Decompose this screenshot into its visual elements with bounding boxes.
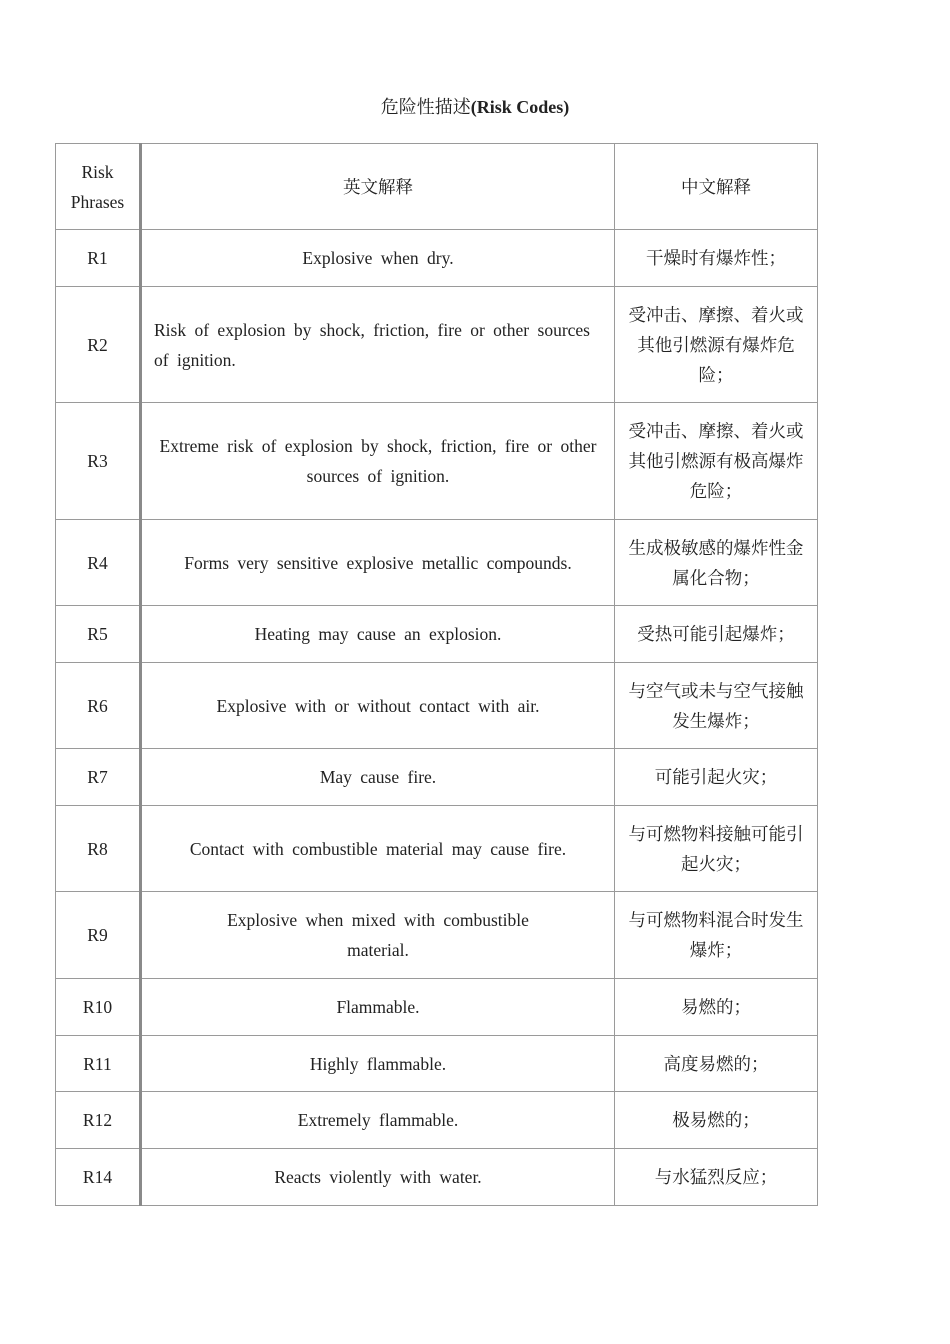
english-description: Risk of explosion by shock, friction, fire or other sources of ignition. [141, 287, 615, 403]
title-zh: 危险性描述 [380, 97, 471, 117]
chinese-description: 受冲击、摩擦、着火或其他引燃源有爆炸危险； [615, 287, 818, 403]
header-english: 英文解释 [141, 144, 615, 230]
risk-code: R9 [56, 892, 141, 979]
chinese-description: 受冲击、摩擦、着火或其他引燃源有极高爆炸危险； [615, 403, 818, 520]
chinese-description: 极易燃的； [615, 1092, 818, 1149]
table-row [56, 1092, 818, 1149]
risk-code: R2 [56, 287, 141, 403]
english-description: Heating may cause an explosion. [141, 606, 615, 663]
chinese-description: 与水猛烈反应； [615, 1149, 818, 1206]
header-chinese: 中文解释 [615, 144, 818, 230]
table-row [56, 892, 818, 979]
table-row [56, 749, 818, 806]
english-description: Extreme risk of explosion by shock, friction, fire or other sources of ignition. [141, 403, 615, 520]
chinese-description: 可能引起火灾； [615, 749, 818, 806]
table-row [56, 1036, 818, 1092]
risk-code: R14 [56, 1149, 141, 1206]
table-row [56, 606, 818, 663]
risk-code: R5 [56, 606, 141, 663]
chinese-description: 高度易燃的； [615, 1036, 818, 1092]
risk-codes-table [55, 143, 818, 1206]
table-row [56, 806, 818, 892]
risk-code: R8 [56, 806, 141, 892]
english-description: May cause fire. [141, 749, 615, 806]
chinese-description: 受热可能引起爆炸； [615, 606, 818, 663]
title-en: (Risk Codes) [470, 97, 570, 117]
risk-code: R12 [56, 1092, 141, 1149]
english-description: Flammable. [141, 979, 615, 1036]
table-row [56, 1149, 818, 1206]
table-row [56, 230, 818, 287]
chinese-description: 生成极敏感的爆炸性金属化合物； [615, 520, 818, 606]
risk-code: R11 [56, 1036, 141, 1092]
chinese-description: 与空气或未与空气接触发生爆炸； [615, 663, 818, 749]
english-description: Extremely flammable. [141, 1092, 615, 1149]
risk-code: R3 [56, 403, 141, 520]
header-risk-phrases: Risk Phrases [56, 144, 141, 230]
english-description: Contact with combustible material may cause fire. [141, 806, 615, 892]
english-description: Explosive when dry. [141, 230, 615, 287]
table-header-row [56, 144, 818, 230]
risk-code: R1 [56, 230, 141, 287]
table-row [56, 520, 818, 606]
english-description: Reacts violently with water. [141, 1149, 615, 1206]
chinese-description: 干燥时有爆炸性； [615, 230, 818, 287]
risk-code: R10 [56, 979, 141, 1036]
table-row [56, 663, 818, 749]
risk-code: R4 [56, 520, 141, 606]
table-row [56, 979, 818, 1036]
english-description: Forms very sensitive explosive metallic compounds. [141, 520, 615, 606]
english-description: Explosive when mixed with combustible material. [141, 892, 615, 979]
risk-code: R6 [56, 663, 141, 749]
english-description: Explosive with or without contact with air. [141, 663, 615, 749]
page-title [0, 94, 950, 120]
table-row [56, 403, 818, 520]
english-description: Highly flammable. [141, 1036, 615, 1092]
table-row [56, 287, 818, 403]
chinese-description: 与可燃物料混合时发生爆炸； [615, 892, 818, 979]
chinese-description: 与可燃物料接触可能引起火灾； [615, 806, 818, 892]
risk-code: R7 [56, 749, 141, 806]
chinese-description: 易燃的； [615, 979, 818, 1036]
